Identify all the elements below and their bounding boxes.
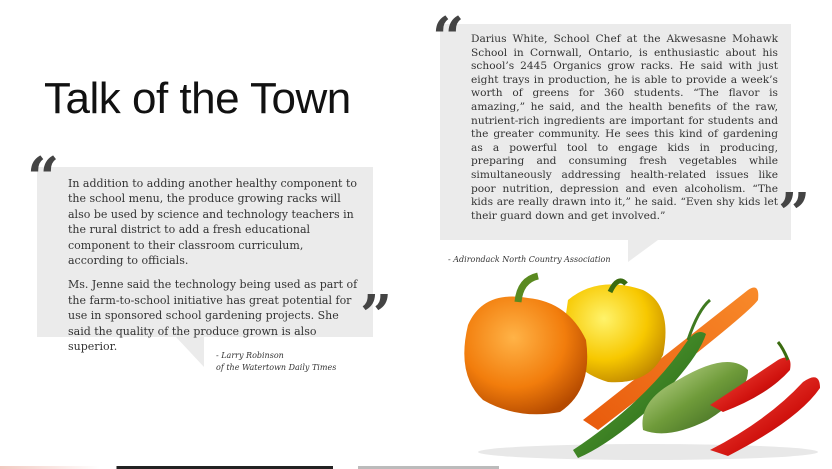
left-quote-paragraph-1: In addition to adding another healthy component to the school menu, the produce growing racks will also be used by science and technology teachers in the rural district to add a fresh educational component to their classroom curriculum, according to officials. [68, 177, 357, 268]
close-quote-icon: ” [778, 181, 811, 247]
attribution-author: - Larry Robinson [216, 351, 284, 360]
left-quote-paragraph-2: Ms. Jenne said the technology being used as part of the farm-to-school initiative has great potential for use in sponsored school gardening projects. She said the quality of the produce grown is also superior. [68, 278, 358, 354]
right-quote-text: Darius White, School Chef at the Akwesasne Mohawk School in Cornwall, Ontario, is enthusiastic about his school’s 2445 Organics grow racks. He said with just eight trays in production, he is able to provide a week’s worth of greens for 360 students. “The flavor is amazing,” he said, and the health benefits of the raw, nutrient-rich ingredients are important for students and the greater community. He sees this kind of gardening as a powerful tool to engage kids in producing, preparing and consuming fresh vegetables while simultaneously addressing health-related issues like poor nutrition, depression and even alcoholism. “The kids are really drawn into it,” he said. “Even shy kids let their guard down and get involved.” [471, 33, 778, 222]
vegetables-image [448, 270, 832, 460]
open-quote-icon: “ [27, 145, 60, 211]
left-quote-text [68, 176, 360, 363]
left-quote-attribution [216, 350, 336, 374]
right-quote-attribution: - Adirondack North Country Association [448, 255, 611, 264]
attribution-source: of the Watertown Daily Times [216, 363, 337, 372]
page-title: Talk of the Town [44, 74, 351, 123]
open-quote-icon: “ [432, 5, 465, 71]
close-quote-icon: ” [360, 283, 393, 349]
right-quote-tail [628, 240, 658, 262]
